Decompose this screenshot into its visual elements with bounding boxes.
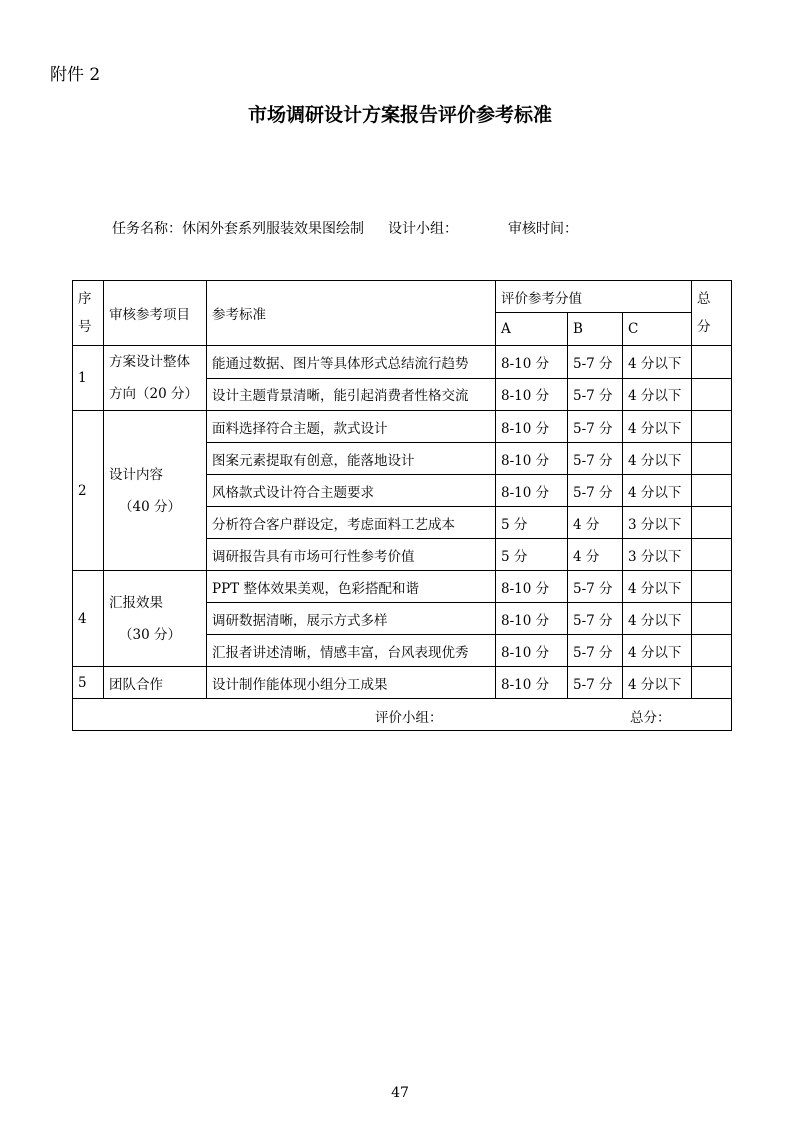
grade-b-cell: 5-7 分 [568, 378, 623, 411]
standard-cell: 面料选择符合主题，款式设计 [207, 411, 496, 443]
standard-cell: 设计制作能体现小组分工成果 [207, 667, 496, 699]
grade-c-cell: 4 分以下 [623, 378, 692, 411]
standard-cell: 汇报者讲述清晰，情感丰富，台风表现优秀 [207, 635, 496, 667]
group-item: 汇报效果 （30 分） [104, 571, 207, 667]
grade-a-cell: 8-10 分 [496, 378, 568, 411]
grade-b-cell: 5-7 分 [568, 603, 623, 635]
grade-b-cell: 5-7 分 [568, 635, 623, 667]
grade-c-cell: 4 分以下 [623, 411, 692, 443]
total-cell [692, 507, 732, 539]
grade-a-cell: 8-10 分 [496, 571, 568, 603]
table-row [73, 667, 732, 699]
group-no: 2 [73, 411, 104, 571]
total-cell [692, 539, 732, 571]
grade-c-cell: 4 分以下 [623, 443, 692, 475]
group-no: 5 [73, 667, 104, 699]
standard-cell: 调研数据清晰，展示方式多样 [207, 603, 496, 635]
group-item: 团队合作 [104, 667, 207, 699]
grade-c-cell: 3 分以下 [623, 507, 692, 539]
grade-b-cell: 5-7 分 [568, 443, 623, 475]
header-row [73, 281, 732, 313]
grade-c-cell: 4 分以下 [623, 475, 692, 507]
footer-cell [73, 699, 732, 731]
grade-a-cell: 8-10 分 [496, 635, 568, 667]
total-cell [692, 411, 732, 443]
design-group-label: 设计小组： [388, 221, 458, 237]
grade-b-cell: 5-7 分 [568, 411, 623, 443]
grade-b-cell: 4 分 [568, 539, 623, 571]
total-cell [692, 378, 732, 411]
total-cell [692, 443, 732, 475]
review-time-label: 审核时间： [508, 221, 578, 237]
header-eval: 评价参考分值 [496, 281, 692, 313]
table-row [73, 571, 732, 603]
group-item: 设计内容 （40 分） [104, 411, 207, 571]
grade-c-cell: 3 分以下 [623, 539, 692, 571]
grade-c-cell: 4 分以下 [623, 667, 692, 699]
grade-a-cell: 8-10 分 [496, 443, 568, 475]
grade-b-cell: 5-7 分 [568, 346, 623, 379]
grade-a-cell: 8-10 分 [496, 411, 568, 443]
total-cell [692, 571, 732, 603]
header-grade-a: A [496, 313, 568, 346]
header-total: 总 分 [692, 281, 732, 346]
footer-row [73, 699, 732, 731]
page-number: 47 [391, 1085, 409, 1101]
header-no: 序 号 [73, 281, 104, 346]
grade-c-cell: 4 分以下 [623, 635, 692, 667]
header-item: 审核参考项目 [104, 281, 207, 346]
grade-b-cell: 5-7 分 [568, 475, 623, 507]
grade-a-cell: 5 分 [496, 539, 568, 571]
total-score-label: 总分： [630, 710, 671, 726]
grade-b-cell: 5-7 分 [568, 667, 623, 699]
standard-cell: PPT 整体效果美观，色彩搭配和谐 [207, 571, 496, 603]
group-no: 1 [73, 346, 104, 411]
standard-cell: 分析符合客户群设定，考虑面料工艺成本 [207, 507, 496, 539]
standard-cell: 风格款式设计符合主题要求 [207, 475, 496, 507]
evaluation-table [72, 280, 732, 731]
grade-a-cell: 5 分 [496, 507, 568, 539]
page-title: 市场调研设计方案报告评价参考标准 [247, 104, 552, 126]
grade-c-cell: 4 分以下 [623, 603, 692, 635]
group-no: 4 [73, 571, 104, 667]
grade-c-cell: 4 分以下 [623, 346, 692, 379]
grade-a-cell: 8-10 分 [496, 667, 568, 699]
task-name: 任务名称：休闲外套系列服装效果图绘制 [112, 221, 364, 237]
grade-b-cell: 4 分 [568, 507, 623, 539]
header-standard: 参考标准 [207, 281, 496, 346]
standard-cell: 调研报告具有市场可行性参考价值 [207, 539, 496, 571]
header-grade-b: B [568, 313, 623, 346]
total-cell [692, 667, 732, 699]
standard-cell: 设计主题背景清晰，能引起消费者性格交流 [207, 378, 496, 411]
standard-cell: 图案元素提取有创意，能落地设计 [207, 443, 496, 475]
group-item: 方案设计整体 方向（20 分） [104, 346, 207, 411]
total-cell [692, 603, 732, 635]
header-grade-c: C [623, 313, 692, 346]
table-row [73, 346, 732, 379]
standard-cell: 能通过数据、图片等具体形式总结流行趋势 [207, 346, 496, 379]
grade-b-cell: 5-7 分 [568, 571, 623, 603]
table-row [73, 411, 732, 443]
total-cell [692, 635, 732, 667]
grade-c-cell: 4 分以下 [623, 571, 692, 603]
total-cell [692, 475, 732, 507]
grade-a-cell: 8-10 分 [496, 346, 568, 379]
grade-a-cell: 8-10 分 [496, 603, 568, 635]
grade-a-cell: 8-10 分 [496, 475, 568, 507]
total-cell [692, 346, 732, 379]
attachment-label: 附件 2 [50, 65, 101, 85]
evaluation-group-label: 评价小组： [375, 710, 443, 726]
